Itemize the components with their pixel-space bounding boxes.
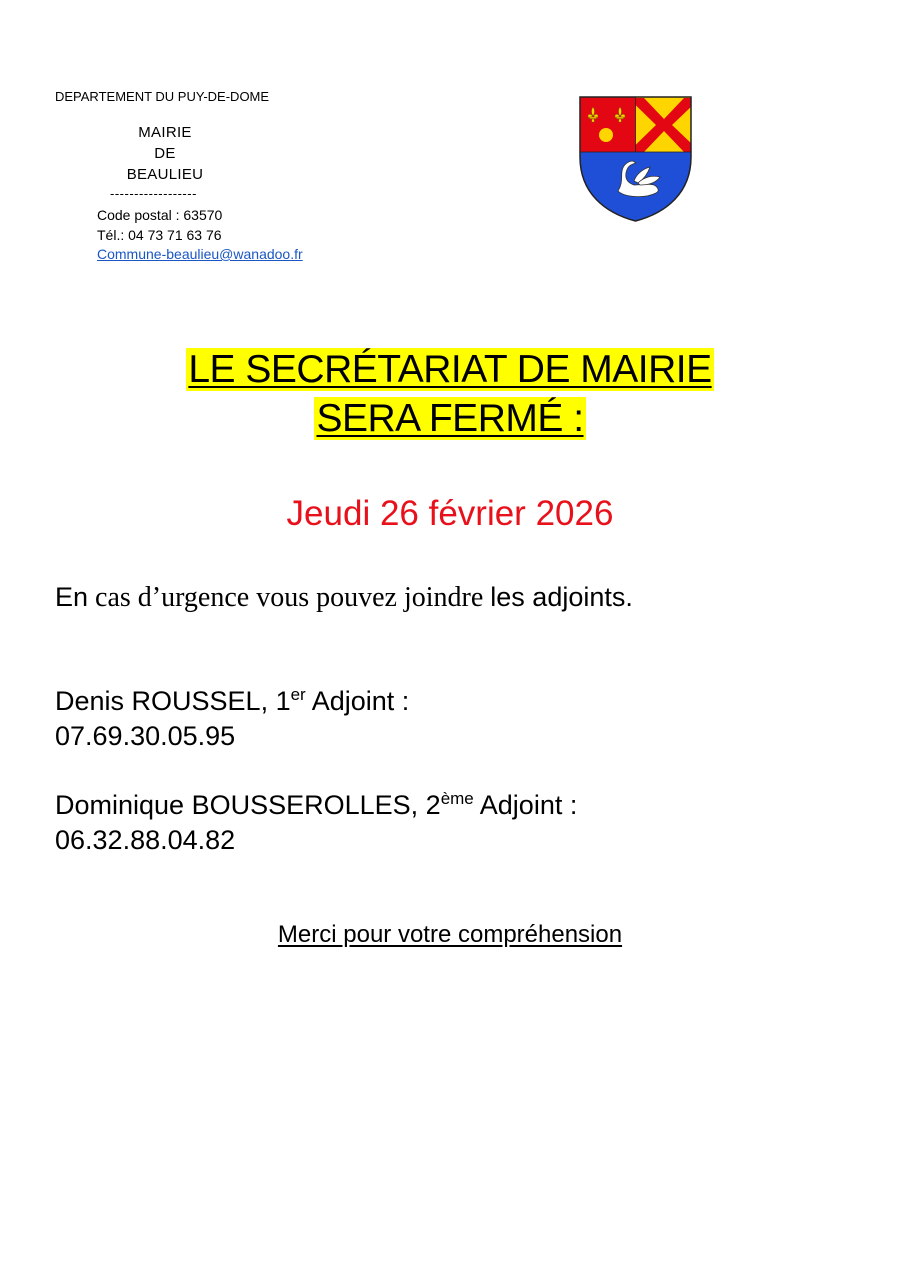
closing-message: Merci pour votre compréhension — [277, 921, 623, 948]
adjoint-2-ordinal: ème — [440, 789, 474, 808]
urgence-suffix: les adjoints. — [490, 582, 633, 612]
adjoint-1-label: Denis ROUSSEL, 1 — [55, 686, 291, 716]
adjoint-2-role: Adjoint : — [473, 790, 578, 820]
email-link[interactable]: Commune-beaulieu@wanadoo.fr — [97, 246, 303, 262]
adjoint-1-ordinal: er — [290, 685, 306, 704]
adjoint-1-role: Adjoint : — [305, 686, 410, 716]
adjoint-1-name — [55, 685, 409, 717]
postal-code: Code postal : 63570 — [97, 207, 223, 223]
mairie-title-line-2: DE — [154, 145, 176, 162]
urgence-text — [55, 582, 633, 614]
coat-of-arms-icon — [578, 95, 693, 223]
headline-line-2 — [0, 397, 900, 441]
adjoint-2-name — [55, 789, 577, 821]
urgence-prefix: En — [55, 582, 89, 612]
urgence-middle: cas d’urgence vous pouvez joindre — [88, 582, 491, 613]
adjoint-2-phone: 06.32.88.04.82 — [55, 825, 236, 855]
department-label: DEPARTEMENT DU PUY-DE-DOME — [55, 89, 270, 104]
mairie-title-line-3: BEAULIEU — [126, 166, 204, 183]
adjoint-1-phone: 07.69.30.05.95 — [55, 721, 236, 751]
closure-date: Jeudi 26 février 2026 — [286, 494, 614, 533]
adjoint-2-label: Dominique BOUSSEROLLES, 2 — [55, 790, 441, 820]
headline-text-1: LE SECRÉTARIAT DE MAIRIE — [188, 348, 712, 391]
crest-bezant — [599, 128, 613, 142]
crest-red-quarter — [578, 95, 636, 152]
mairie-title-line-1: MAIRIE — [138, 124, 192, 141]
headline-text-2: SERA FERMÉ : — [316, 397, 584, 440]
header-separator: ------------------ — [110, 186, 197, 201]
phone-number: Tél.: 04 73 71 63 76 — [97, 227, 222, 243]
headline-line-1 — [0, 348, 900, 392]
